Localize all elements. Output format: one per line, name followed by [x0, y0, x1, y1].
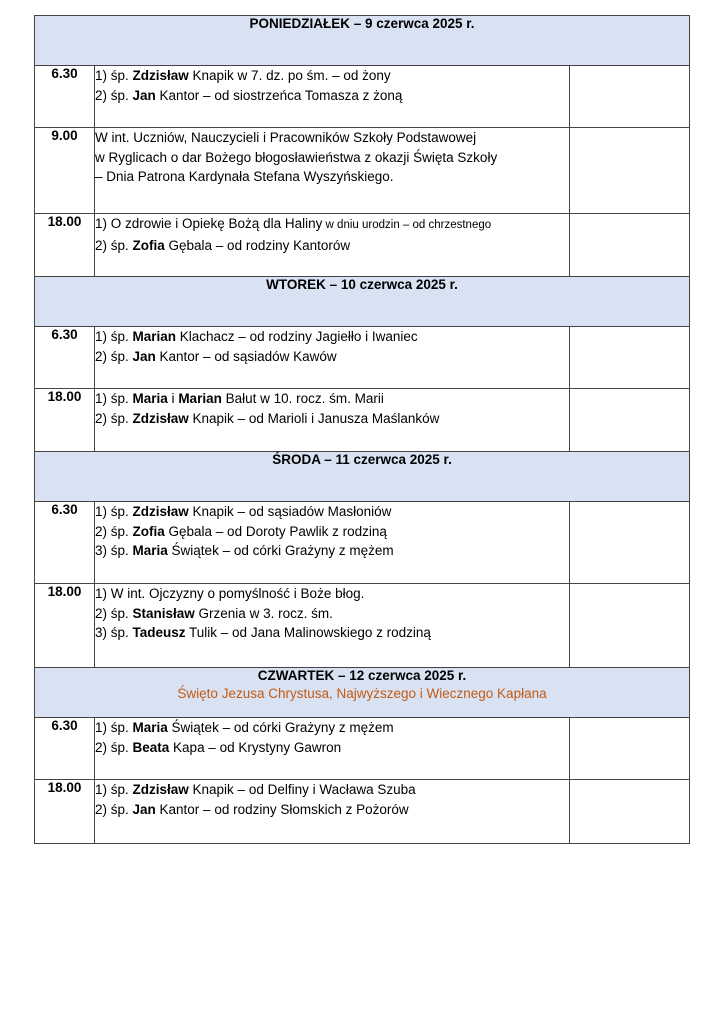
intention-line: 1) W int. Ojczyzny o pomyślność i Boże błog. [95, 586, 365, 601]
intention-line: 1) śp. Maria i Marian Bałut w 10. rocz. śm. Marii [95, 391, 384, 406]
intention-line: 2) śp. Jan Kantor – od siostrzeńca Tomasza z żoną [95, 87, 403, 103]
mass-intentions [95, 66, 570, 128]
day-header-row [35, 16, 690, 66]
intention-line: 2) śp. Jan Kantor – od sąsiadów Kawów [95, 348, 337, 364]
intention-line: 2) śp. Zofia Gębala – od Doroty Pawlik z rodziną [95, 523, 387, 539]
intention-line: 3) śp. Maria Świątek – od córki Grażyny z mężem [95, 543, 394, 558]
mass-intentions [95, 718, 570, 780]
mass-intentions [95, 327, 570, 389]
notes-cell [570, 718, 690, 780]
mass-row [35, 389, 690, 452]
notes-cell [570, 214, 690, 277]
mass-time: 9.00 [35, 128, 95, 214]
mass-intentions [95, 214, 570, 277]
mass-time: 18.00 [35, 214, 95, 277]
intention-line: 1) O zdrowie i Opiekę Bożą dla Haliny w dniu urodzin – od chrzestnego [95, 216, 492, 231]
mass-row [35, 780, 690, 844]
intention-line: 1) śp. Zdzisław Knapik – od sąsiadów Masłoniów [95, 504, 392, 519]
mass-intentions [95, 389, 570, 452]
intention-line: 2) śp. Zofia Gębala – od rodziny Kantorów [95, 237, 351, 253]
day-title: ŚRODA – 11 czerwca 2025 r. [272, 452, 452, 467]
intention-line: 1) śp. Zdzisław Knapik – od Delfiny i Wacława Szuba [95, 782, 416, 797]
day-header [35, 668, 690, 718]
mass-time: 6.30 [35, 502, 95, 584]
feast-title: Święto Jezusa Chrystusa, Najwyższego i Wiecznego Kapłana [177, 686, 547, 701]
mass-intentions [95, 780, 570, 844]
notes-cell [570, 780, 690, 844]
day-header [35, 452, 690, 502]
intention-line: 2) śp. Stanisław Grzenia w 3. rocz. śm. [95, 605, 333, 621]
notes-cell [570, 389, 690, 452]
intention-line: 1) śp. Maria Świątek – od córki Grażyny z mężem [95, 720, 394, 735]
mass-time: 6.30 [35, 327, 95, 389]
notes-cell [570, 128, 690, 214]
intention-line: 2) śp. Beata Kapa – od Krystyny Gawron [95, 739, 342, 755]
day-header-row [35, 668, 690, 718]
mass-schedule-table [34, 15, 690, 844]
mass-time: 18.00 [35, 389, 95, 452]
intention-line: 1) śp. Zdzisław Knapik w 7. dz. po śm. – od żony [95, 68, 391, 83]
intention-line: 2) śp. Zdzisław Knapik – od Marioli i Janusza Maślanków [95, 410, 440, 426]
day-title: PONIEDZIAŁEK – 9 czerwca 2025 r. [249, 16, 475, 31]
day-title: CZWARTEK – 12 czerwca 2025 r. [257, 668, 467, 683]
day-header-row [35, 452, 690, 502]
mass-row [35, 214, 690, 277]
mass-intentions [95, 584, 570, 668]
intention-line: W int. Uczniów, Nauczycieli i Pracowników Szkoły Podstawowej [95, 130, 477, 145]
intention-line: 2) śp. Jan Kantor – od rodziny Słomskich z Pożorów [95, 801, 409, 817]
mass-time: 18.00 [35, 584, 95, 668]
mass-row [35, 584, 690, 668]
mass-row [35, 718, 690, 780]
notes-cell [570, 502, 690, 584]
mass-row [35, 502, 690, 584]
day-header [35, 16, 690, 66]
mass-intentions [95, 502, 570, 584]
mass-row [35, 66, 690, 128]
intention-line: w Ryglicach o dar Bożego błogosławieństwa z okazji Święta Szkoły [95, 149, 498, 165]
mass-intentions [95, 128, 570, 214]
intention-line: 3) śp. Tadeusz Tulik – od Jana Malinowskiego z rodziną [95, 625, 431, 640]
notes-cell [570, 327, 690, 389]
day-title: WTOREK – 10 czerwca 2025 r. [266, 277, 458, 292]
day-header [35, 277, 690, 327]
day-header-row [35, 277, 690, 327]
notes-cell [570, 66, 690, 128]
intention-line: 1) śp. Marian Klachacz – od rodziny Jagiełło i Iwaniec [95, 329, 418, 344]
mass-row [35, 327, 690, 389]
intention-line: – Dnia Patrona Kardynała Stefana Wyszyńskiego. [95, 169, 394, 184]
mass-time: 6.30 [35, 66, 95, 128]
mass-time: 6.30 [35, 718, 95, 780]
mass-time: 18.00 [35, 780, 95, 844]
mass-row [35, 128, 690, 214]
notes-cell [570, 584, 690, 668]
